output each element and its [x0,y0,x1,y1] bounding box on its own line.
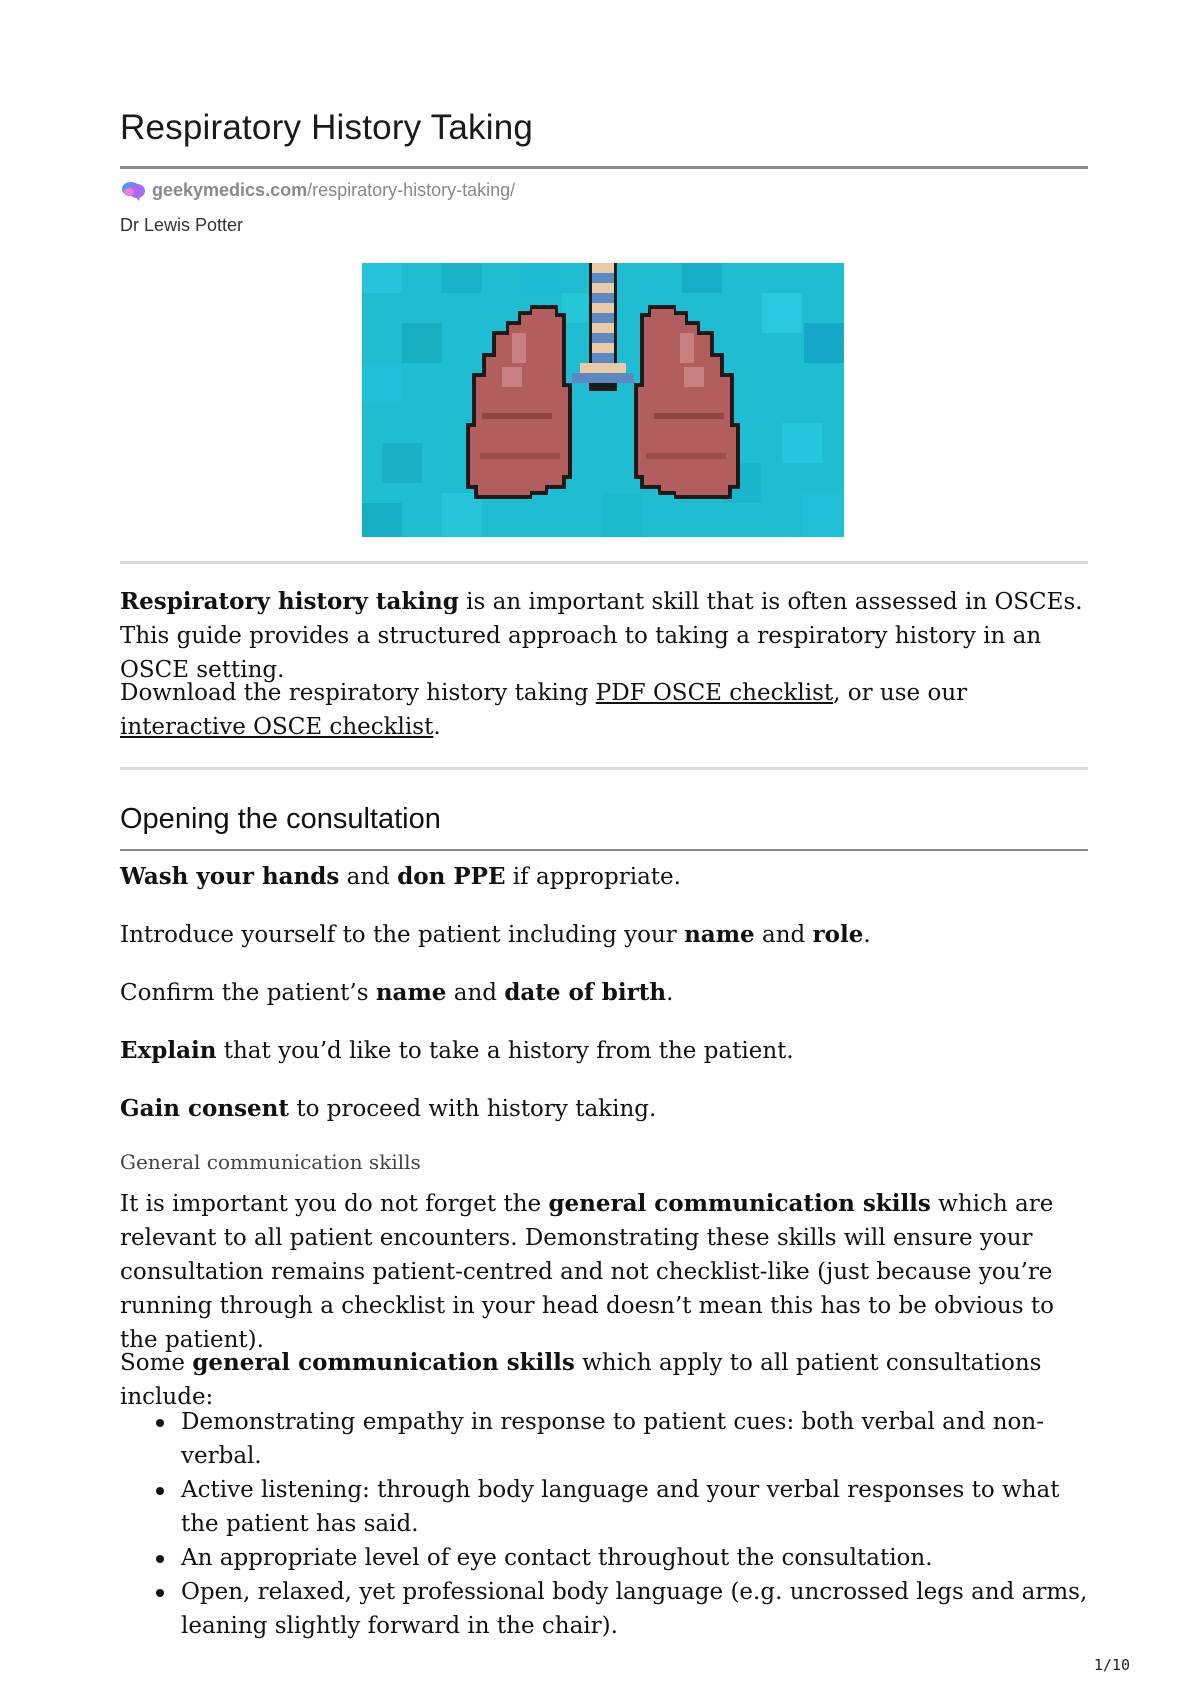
communication-paragraph: It is important you do not forget the general communication skills which are relevant to all patient encounters. Demonstrating these skills will ensure your consultation remains patient-centred and not checklist-like (just because you’re running through a checklist in your head doesn’t mean this has to be obvious to the patient). [120,1190,1054,1353]
title-divider [120,166,1088,169]
bullet-icon [156,1555,164,1563]
brain-logo-icon [120,179,146,201]
source-domain[interactable]: geekymedics.com [152,179,308,200]
step-explain: Explain that you’d like to take a history from the patient. [120,1037,794,1064]
page-number: 1/10 [1093,1656,1130,1674]
bullet-icon [156,1487,164,1495]
source-link[interactable] [120,177,515,203]
skills-intro-paragraph: Some general communication skills which apply to all patient consultations include: [120,1349,1042,1410]
subheading-communication: General communication skills [120,1150,421,1174]
source-path[interactable]: /respiratory-history-taking/ [307,179,516,200]
divider [120,561,1088,564]
bold-text: Respiratory history taking [120,588,459,615]
step-consent: Gain consent to proceed with history taking. [120,1095,657,1122]
bullet-icon [156,1589,164,1597]
section-heading-opening: Opening the consultation [120,803,441,835]
skills-list [120,1405,1088,1643]
list-item: Open, relaxed, yet professional body language (e.g. uncrossed legs and arms, leaning slightly forward in the chair). [120,1575,1088,1643]
download-paragraph: Download the respiratory history taking PDF OSCE checklist, or use our interactive OSCE checklist. [120,680,968,740]
pdf-checklist-link[interactable]: PDF OSCE checklist [595,680,834,706]
step-confirm: Confirm the patient’s name and date of birth. [120,979,674,1006]
divider [120,767,1088,770]
interactive-checklist-link[interactable]: interactive OSCE checklist [120,714,434,740]
list-item: An appropriate level of eye contact throughout the consultation. [120,1541,1088,1575]
bullet-icon [156,1419,164,1427]
list-item: Active listening: through body language and your verbal responses to what the patient has said. [120,1473,1088,1541]
author-name: Dr Lewis Potter [120,215,244,235]
page-title: Respiratory History Taking [120,108,534,147]
list-item: Demonstrating empathy in response to patient cues: both verbal and non-verbal. [120,1405,1088,1473]
section-divider [120,849,1088,851]
step-introduce: Introduce yourself to the patient including your name and role. [120,921,871,948]
lungs-hero-image [362,263,844,537]
intro-paragraph: Respiratory history taking is an important skill that is often assessed in OSCEs. This guide provides a structured approach to taking a respiratory history in an OSCE setting. [120,588,1083,683]
step-wash-hands: Wash your hands and don PPE if appropriate. [120,863,681,890]
